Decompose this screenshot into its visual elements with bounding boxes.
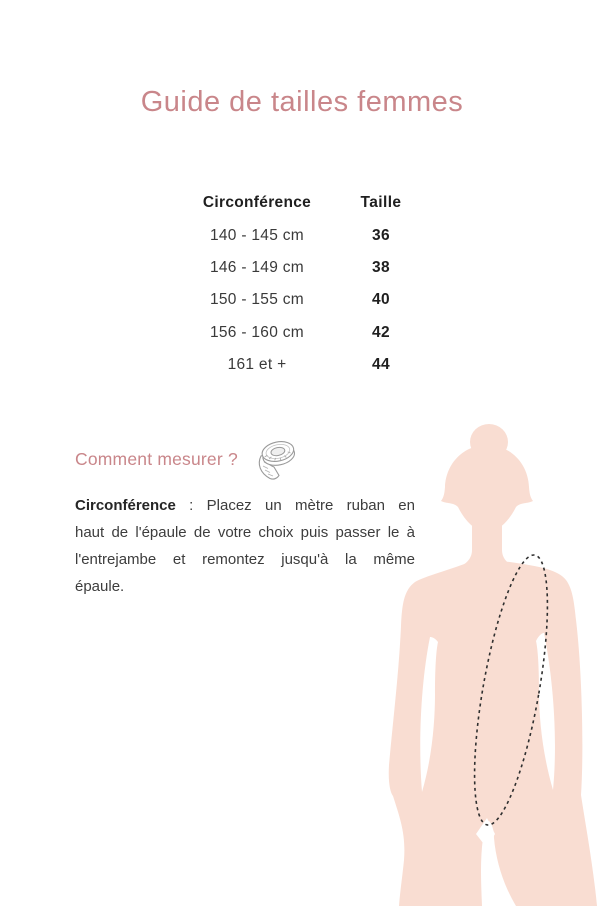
- table-row: [176, 219, 423, 251]
- size-cell: 42: [371, 323, 391, 341]
- body: [389, 561, 597, 906]
- table-header-circumference: Circonférence: [202, 194, 312, 212]
- neck: [460, 515, 514, 567]
- table-header-row: [176, 187, 423, 219]
- size-cell: 40: [371, 291, 391, 309]
- how-to-measure-heading: Comment mesurer ?: [75, 449, 238, 469]
- paragraph-term: Circonférence: [75, 497, 176, 514]
- table-row: [176, 349, 423, 381]
- paragraph-line: l'entrejambe et remontez jusqu'à la même: [75, 551, 415, 568]
- size-cell: 44: [371, 356, 391, 374]
- circumference-cell: 140 - 145 cm: [209, 226, 305, 244]
- page-title: Guide de tailles femmes: [140, 86, 464, 118]
- size-cell: 36: [371, 226, 391, 244]
- table-header-size: Taille: [360, 194, 402, 212]
- female-silhouette: [380, 420, 604, 906]
- circumference-cell: 150 - 155 cm: [209, 291, 305, 309]
- table-row: [176, 284, 423, 316]
- circumference-cell: 146 - 149 cm: [209, 258, 305, 276]
- table-row: [176, 252, 423, 284]
- table-row: [176, 317, 423, 349]
- size-table: [176, 187, 423, 381]
- circumference-cell: 161 et +: [227, 356, 287, 374]
- paragraph-line: épaule.: [75, 578, 125, 595]
- size-cell: 38: [371, 258, 391, 276]
- paragraph-line: Circonférence : Placez un mètre ruban en: [75, 497, 415, 514]
- measuring-tape-icon: [252, 437, 298, 483]
- paragraph-line: haut de l'épaule de votre choix puis passer le à: [75, 524, 415, 541]
- circumference-cell: 156 - 160 cm: [209, 323, 305, 341]
- how-to-measure-paragraph: [75, 492, 415, 600]
